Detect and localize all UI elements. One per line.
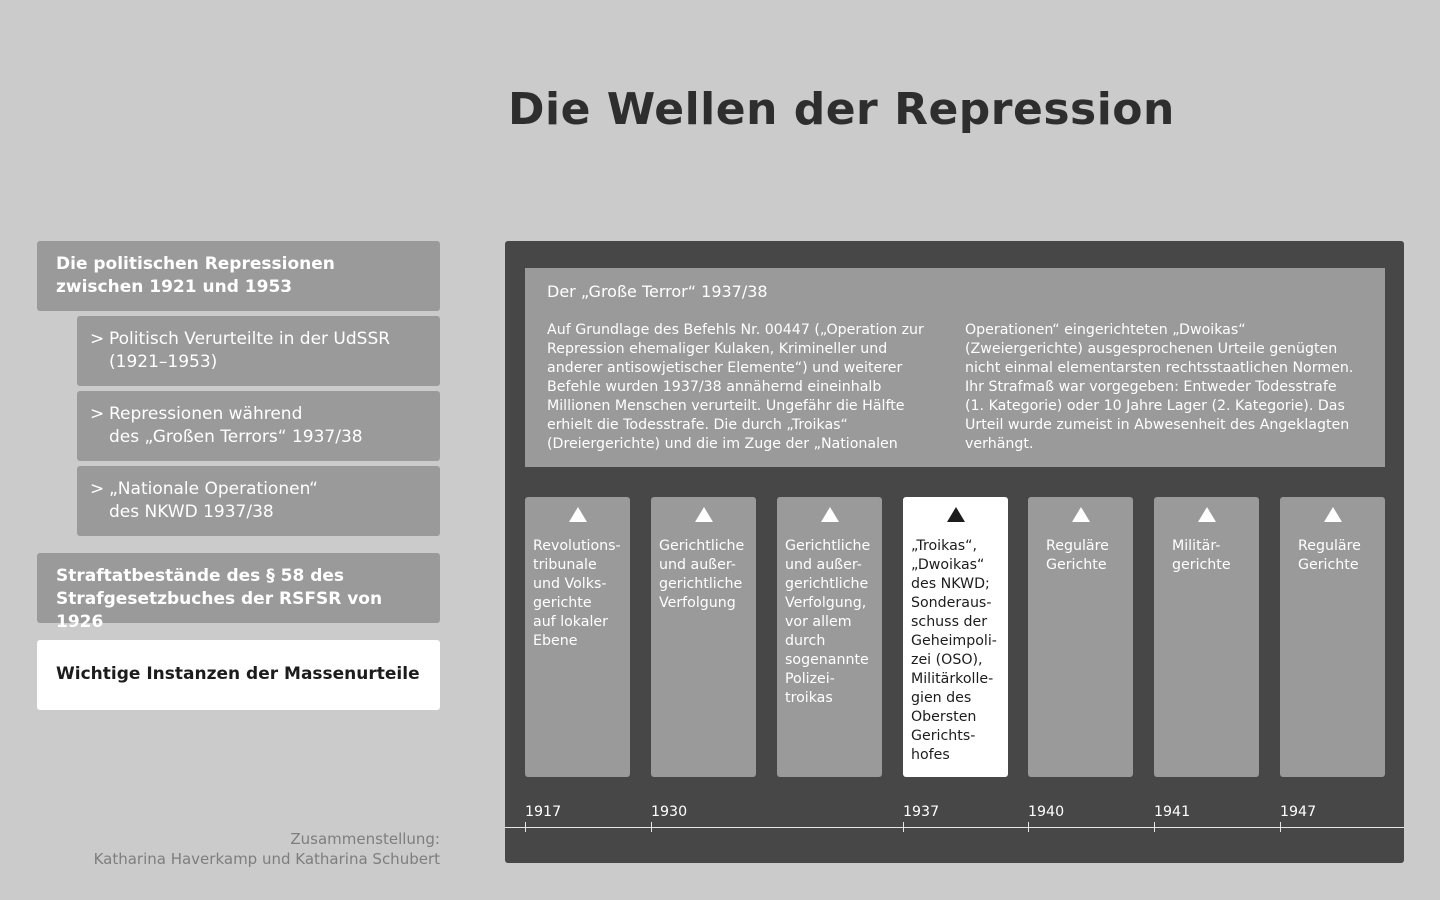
timeline-card-1940[interactable] [1028, 497, 1133, 777]
nav-sub-label: Politisch Verurteilte in der UdSSR (1921–1953) [109, 329, 391, 372]
triangle-up-icon [947, 507, 965, 522]
nav-sub-politisch-verurteilte[interactable] [77, 316, 440, 386]
nav-sub-nationale-operationen[interactable] [77, 466, 440, 536]
info-title: Der „Große Terror“ 1937/38 [547, 282, 768, 301]
timeline-tick [903, 822, 904, 832]
triangle-up-icon [1198, 507, 1216, 522]
card-label: „Troikas“, „Dwoikas“ des NKWD; Sonderaus- schuss der Geheimpoli- zei (OSO), Militärkolle- gien des Obersten Gerichts- hofes [911, 538, 997, 763]
timeline-axis [505, 827, 1404, 828]
page-title: Die Wellen der Repression [508, 84, 1175, 135]
nav-section-instanzen[interactable] [37, 640, 440, 710]
nav-sub-label: „Nationale Operationen“ des NKWD 1937/38 [109, 479, 318, 522]
chevron-right-icon: > [90, 404, 105, 424]
nav-section-straftatbestaende[interactable] [37, 553, 440, 632]
year-label: 1937 [903, 804, 940, 820]
nav-sub-grosser-terror[interactable] [77, 391, 440, 461]
chevron-right-icon: > [90, 479, 105, 499]
timeline-card-1941[interactable] [1154, 497, 1259, 777]
timeline-tick [1280, 822, 1281, 832]
triangle-up-icon [695, 507, 713, 522]
nav-section-label: Wichtige Instanzen der Massenurteile [56, 664, 420, 684]
card-label: Militär- gerichte [1172, 538, 1231, 573]
timeline-tick [651, 822, 652, 832]
triangle-up-icon [1324, 507, 1342, 522]
timeline-card-1947[interactable] [1280, 497, 1385, 777]
credit [94, 829, 440, 869]
card-label: Gerichtliche und außer- gerichtliche Verfolgung [659, 538, 745, 611]
triangle-up-icon [1072, 507, 1090, 522]
timeline-card-1930-polizeitroikas[interactable] [777, 497, 882, 777]
year-label: 1940 [1028, 804, 1065, 820]
year-label: 1941 [1154, 804, 1191, 820]
card-label: Gerichtliche und außer- gerichtliche Verfolgung, vor allem durch sogenannte Polizei- troikas [785, 538, 871, 706]
card-label: Reguläre Gerichte [1298, 538, 1361, 573]
main-panel [505, 241, 1404, 863]
year-label: 1930 [651, 804, 688, 820]
info-text-col2: Operationen“ eingerichteten „Dwoikas“ (Zweiergerichte) ausgesprochenen Urteile genügten nicht einmal elementarsten rechtsstaatlichen Normen. Ihr Strafmaß war vorgegeben: Entweder Todesstrafe (1. Kategorie) oder 10 Jahre Lager (2. Kategorie). Das Urteil wurde zumeist in Abwesenheit des Angeklagten verhängt. [965, 322, 1354, 452]
card-label: Revolutions- tribunale und Volks- gerichte auf lokaler Ebene [533, 538, 621, 649]
nav-section-label: Die politischen Repressionen zwischen 1921 und 1953 [56, 254, 335, 297]
timeline-tick [525, 822, 526, 832]
triangle-up-icon [569, 507, 587, 522]
nav-section-repressionen[interactable] [37, 241, 440, 311]
info-box [525, 268, 1385, 467]
timeline-card-1917[interactable] [525, 497, 630, 777]
chevron-right-icon: > [90, 329, 105, 349]
nav-section-label: Straftatbestände des § 58 des Strafgesetzbuches der RSFSR von 1926 [56, 566, 383, 632]
card-label: Reguläre Gerichte [1046, 538, 1109, 573]
timeline-tick [1154, 822, 1155, 832]
year-label: 1947 [1280, 804, 1317, 820]
timeline-card-1930[interactable] [651, 497, 756, 777]
timeline-tick [1028, 822, 1029, 832]
nav-sub-label: Repressionen während des „Großen Terrors“ 1937/38 [109, 404, 363, 447]
timeline-card-1937[interactable] [903, 497, 1008, 777]
year-label: 1917 [525, 804, 562, 820]
triangle-up-icon [821, 507, 839, 522]
credit-authors: Katharina Haverkamp und Katharina Schubert [93, 850, 440, 868]
credit-line: Zusammenstellung: [290, 830, 440, 848]
info-text-col1: Auf Grundlage des Befehls Nr. 00447 („Operation zur Repression ehemaliger Kulaken, Krimineller und anderer antisowjetischer Elemente“) und weiterer Befehle wurden 1937/38 annähernd eineinhalb Millionen Menschen verurteilt. Ungefähr die Hälfte erhielt die Todesstrafe. Die durch „Troikas“ (Dreiergerichte) und die im Zuge der „Nationalen [547, 322, 924, 452]
